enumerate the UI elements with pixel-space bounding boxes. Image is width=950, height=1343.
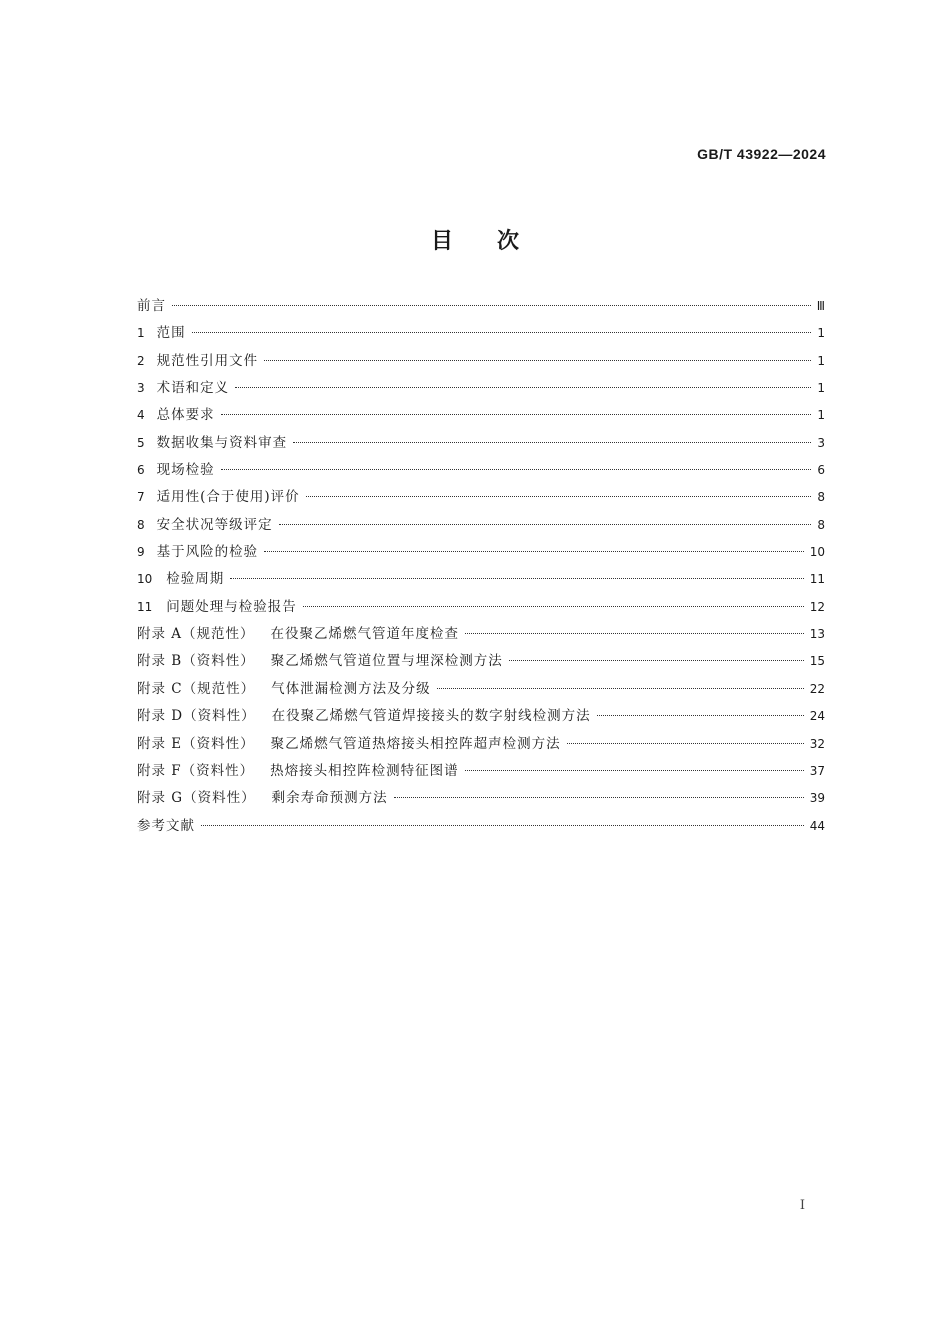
toc-entry-number: 3	[137, 381, 145, 396]
toc-entry-title: 术语和定义	[156, 380, 230, 397]
toc-entry-title: 剩余寿命预测方法	[271, 790, 388, 807]
toc-dot-leader	[192, 332, 812, 333]
toc-dot-leader	[293, 442, 811, 443]
toc-entry-label	[137, 786, 388, 806]
toc-entry[interactable]	[137, 458, 825, 485]
toc-entry[interactable]	[137, 513, 825, 540]
toc-appendix-tag: 附录 C（规范性）	[137, 680, 256, 697]
toc-entry-page: 37	[809, 763, 825, 778]
toc-entry[interactable]	[137, 786, 825, 813]
toc-entry-title: 热熔接头相控阵检测特征图谱	[270, 762, 459, 779]
toc-entry-page: Ⅲ	[816, 299, 825, 313]
toc-entry-label	[137, 704, 591, 724]
toc-entry-page: 13	[809, 627, 825, 642]
toc-entry[interactable]	[137, 622, 825, 649]
toc-entry-label	[137, 376, 229, 396]
toc-entry-page: 32	[809, 736, 825, 751]
toc-entry-number: 9	[137, 545, 145, 560]
toc-entry[interactable]	[137, 567, 825, 594]
toc-dot-leader	[567, 743, 804, 744]
toc-entry-title: 聚乙烯燃气管道热熔接头相控阵超声检测方法	[270, 735, 561, 752]
toc-entry-title: 适用性(合于使用)评价	[156, 489, 300, 506]
toc-entry[interactable]	[137, 732, 825, 759]
toc-entry[interactable]	[137, 321, 825, 348]
toc-entry-label	[137, 759, 459, 779]
toc-entry[interactable]	[137, 677, 825, 704]
toc-entry-label	[137, 567, 224, 587]
toc-entry-number: 10	[137, 572, 153, 587]
toc-entry-title: 前言	[137, 298, 166, 314]
toc-entry-page: 1	[817, 381, 825, 396]
toc-dot-leader	[509, 660, 804, 661]
toc-entry[interactable]	[137, 431, 825, 458]
toc-entry-label	[137, 458, 215, 478]
toc-entry-title: 检验周期	[166, 571, 225, 588]
toc-appendix-tag: 附录 A（规范性）	[137, 626, 255, 643]
toc-entry[interactable]	[137, 814, 825, 841]
toc-entry[interactable]	[137, 485, 825, 512]
toc-dot-leader	[221, 469, 812, 470]
toc-entry[interactable]	[137, 403, 825, 430]
toc-dot-leader	[597, 715, 804, 716]
table-of-contents	[137, 294, 825, 841]
toc-appendix-tag: 附录 F（资料性）	[137, 762, 255, 779]
toc-dot-leader	[394, 797, 804, 798]
toc-entry-title: 安全状况等级评定	[156, 516, 273, 533]
toc-dot-leader	[303, 606, 804, 607]
toc-appendix-tag: 附录 D（资料性）	[137, 708, 256, 725]
toc-appendix-tag: 附录 B（资料性）	[137, 653, 255, 670]
toc-entry-page: 11	[809, 572, 825, 587]
toc-entry-page: 8	[817, 490, 825, 505]
toc-entry-page: 39	[809, 791, 825, 806]
footer-page-number: I	[799, 1198, 805, 1213]
toc-dot-leader	[264, 360, 811, 361]
toc-dot-leader	[221, 414, 812, 415]
toc-entry-number: 1	[137, 326, 145, 341]
toc-entry-page: 1	[817, 408, 825, 423]
toc-entry-label	[137, 431, 287, 451]
toc-dot-leader	[230, 578, 803, 579]
toc-dot-leader	[264, 551, 804, 552]
toc-entry-page: 8	[817, 517, 825, 532]
toc-entry-page: 44	[809, 818, 825, 833]
toc-entry-title: 气体泄漏检测方法及分级	[271, 680, 431, 697]
toc-entry-title: 规范性引用文件	[156, 352, 259, 369]
toc-entry[interactable]	[137, 376, 825, 403]
toc-entry-title: 参考文献	[137, 817, 195, 834]
toc-dot-leader	[465, 633, 804, 634]
toc-entry-page: 15	[809, 654, 825, 669]
toc-entry-page: 6	[817, 463, 825, 478]
toc-entry-title: 在役聚乙烯燃气管道年度检查	[270, 626, 460, 643]
toc-entry-label	[137, 513, 273, 533]
toc-entry-label	[137, 540, 258, 560]
toc-entry-title: 范围	[156, 325, 186, 342]
toc-entry-page: 1	[817, 353, 825, 368]
toc-dot-leader	[306, 496, 812, 497]
toc-entry-number: 5	[137, 435, 145, 450]
toc-entry-page: 22	[809, 681, 825, 696]
toc-appendix-tag: 附录 E（资料性）	[137, 735, 255, 752]
toc-dot-leader	[201, 825, 804, 826]
toc-dot-leader	[279, 524, 812, 525]
toc-entry-number: 4	[137, 408, 145, 423]
toc-entry-label	[137, 321, 186, 341]
toc-entry-title: 总体要求	[156, 407, 215, 424]
toc-entry-page: 10	[809, 545, 825, 560]
toc-entry-label	[137, 622, 459, 642]
toc-entry-number: 6	[137, 463, 145, 478]
toc-entry-title: 数据收集与资料审查	[156, 434, 288, 451]
toc-entry-number: 7	[137, 490, 145, 505]
toc-entry[interactable]	[137, 704, 825, 731]
toc-entry-label	[137, 595, 297, 615]
toc-entry[interactable]	[137, 294, 825, 321]
toc-entry-label	[137, 732, 561, 752]
toc-entry-title: 聚乙烯燃气管道位置与埋深检测方法	[270, 653, 503, 670]
toc-entry-number: 8	[137, 517, 145, 532]
toc-entry-number: 11	[137, 599, 153, 614]
toc-dot-leader	[437, 688, 804, 689]
toc-dot-leader	[235, 387, 811, 388]
toc-entry-label	[137, 485, 300, 505]
toc-entry[interactable]	[137, 759, 825, 786]
toc-entry-title: 问题处理与检验报告	[166, 598, 297, 615]
toc-entry-label	[137, 294, 166, 314]
toc-entry-page: 3	[817, 435, 825, 450]
toc-appendix-tag: 附录 G（资料性）	[137, 790, 256, 807]
toc-entry-label	[137, 403, 215, 423]
toc-entry-label	[137, 349, 258, 369]
toc-entry-page: 12	[809, 599, 825, 614]
page-title: 目次	[430, 228, 563, 254]
toc-dot-leader	[465, 770, 804, 771]
toc-entry[interactable]	[137, 540, 825, 567]
toc-entry-label	[137, 649, 503, 669]
toc-entry-label	[137, 677, 431, 697]
standard-number: GB/T 43922—2024	[697, 146, 826, 162]
toc-dot-leader	[172, 305, 811, 306]
toc-entry-page: 24	[809, 709, 825, 724]
toc-entry-page: 1	[817, 326, 825, 341]
toc-entry-title: 基于风险的检验	[156, 544, 259, 561]
toc-entry[interactable]	[137, 595, 825, 622]
toc-entry-title: 现场检验	[156, 462, 215, 479]
toc-entry-label	[137, 814, 195, 834]
toc-entry[interactable]	[137, 349, 825, 376]
toc-entry-number: 2	[137, 353, 145, 368]
toc-entry[interactable]	[137, 649, 825, 676]
toc-entry-title: 在役聚乙烯燃气管道焊接接头的数字射线检测方法	[271, 708, 591, 725]
